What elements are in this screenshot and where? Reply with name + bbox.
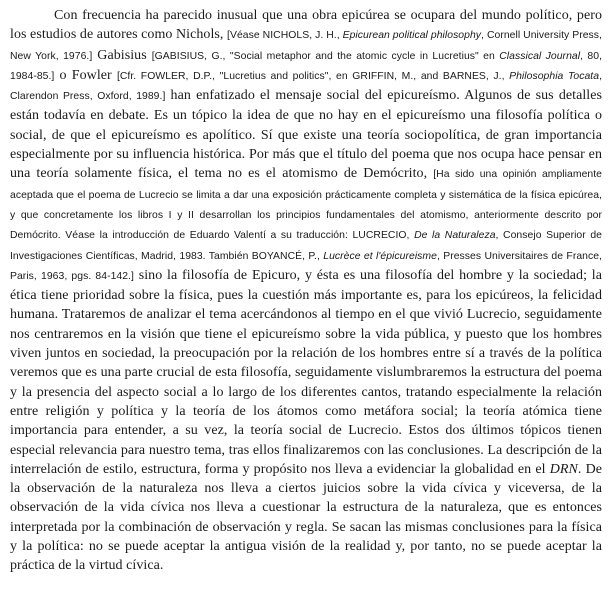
citation-fowler: [Cfr. FOWLER, D.P., "Lucretius and politics", en GRIFFIN, M., and BARNES, J., Philosophia Tocata, Clarendon Press, Oxford, 1989.]	[10, 70, 603, 103]
citation-lucrecio: [Ha sido una opinión ampliamente aceptada que el poema de Lucrecio se limita a dar una exposición prácticamente completa y sistemática de la física epicúrea, y que concretamente los libros I y II desarrollan los principios fundamentales del atomismo, anteriormente descrito por Demócrito. Véase la introducción de Eduardo Valentí a su traducción: LUCRECIO, De la Naturaleza, Consejo Superior de Investigaciones Científicas, Madrid, 1983. También BOYANCÉ, P., Lucrèce et l'épicureisme, Presses Universitaires de France, Paris, 1963, pgs. 84-142.]	[10, 169, 603, 282]
citation-nichols: [Véase NICHOLS, J. H., Epicurean political philosophy, Cornell University Press, New York, 1976.]	[10, 30, 602, 62]
title-drn: DRN	[549, 461, 578, 477]
text-segment: sino la filosofía de Epicuro, y ésta es una filosofía del hombre y la sociedad; la ética tiene prioridad sobre la física, pues la cuestión más importante es, para los epicúreos, la felicidad humana. Trataremos de analizar el tema acercándonos al tiempo en el que vivió Lucrecio, seguidamente nos centraremos en la visión que tiene el epicureísmo sobre la vida pública, y puesto que los hombres viven juntos en sociedad, la preocupación por la relación de los hombres entre sí a través de la política veremos que es una parte crucial de esta filosofía, seguidamente vislumbraremos la estructura del poema y la presencia del aspecto social a lo largo de los diferentes cantos, tratando especialmente la relación entre religión y política y la teoría de los átomos como metáfora social; la teoría atómica tiene importancia para entender, a su vez, la teoría social de Lucrecio. Estos dos últimos tópicos tienen especial relevancia para nuestro tema, tras ellos finalizaremos con las conclusiones. La descripción de la interrelación de estilo, estructura, forma y propósito nos lleva a evidenciar la globalidad en el	[10, 267, 602, 477]
text-segment: o Fowler	[54, 67, 117, 83]
text-segment: Con frecuencia ha parecido inusual que una obra epicúrea se ocupara del mundo político, pero los estudios de autores como Nichols,	[10, 8, 602, 43]
citation-gabisius: [GABISIUS, G., "Social metaphor and the atomic cycle in Lucretius" en Classical Journal, 80, 1984-85.]	[10, 50, 603, 82]
text-segment: han enfatizado el mensaje social del epicureísmo. Algunos de sus detalles están todavía en debate. Es un tópico la idea de que no hay en el epicureísmo una filosofía política o social, de que el epicureísmo es apolítico. Sí que existe una teoría sociopolítica, de gran importancia especialmente por su influencia histórica. Por más que el título del poema que nos ocupa hace pensar en una teoría solamente física, el tema no es el atomismo de Demócrito,	[10, 88, 602, 182]
text-segment: . De la observación de la naturaleza nos lleva a ciertos juicios sobre la vida cívica y viceversa, de la observación de la vida cívica nos lleva a cuestionar la estructura de la naturaleza, que es entonces interpretada por la combinación de observación y regla. Se sacan las mismas conclusiones para la física y la política: no se puede aceptar la antigua visión de la realidad y, por tanto, no se puede aceptar la práctica de la virtud cívica.	[10, 461, 602, 574]
text-segment: Gabisius	[92, 47, 152, 63]
body-paragraph	[10, 6, 602, 576]
